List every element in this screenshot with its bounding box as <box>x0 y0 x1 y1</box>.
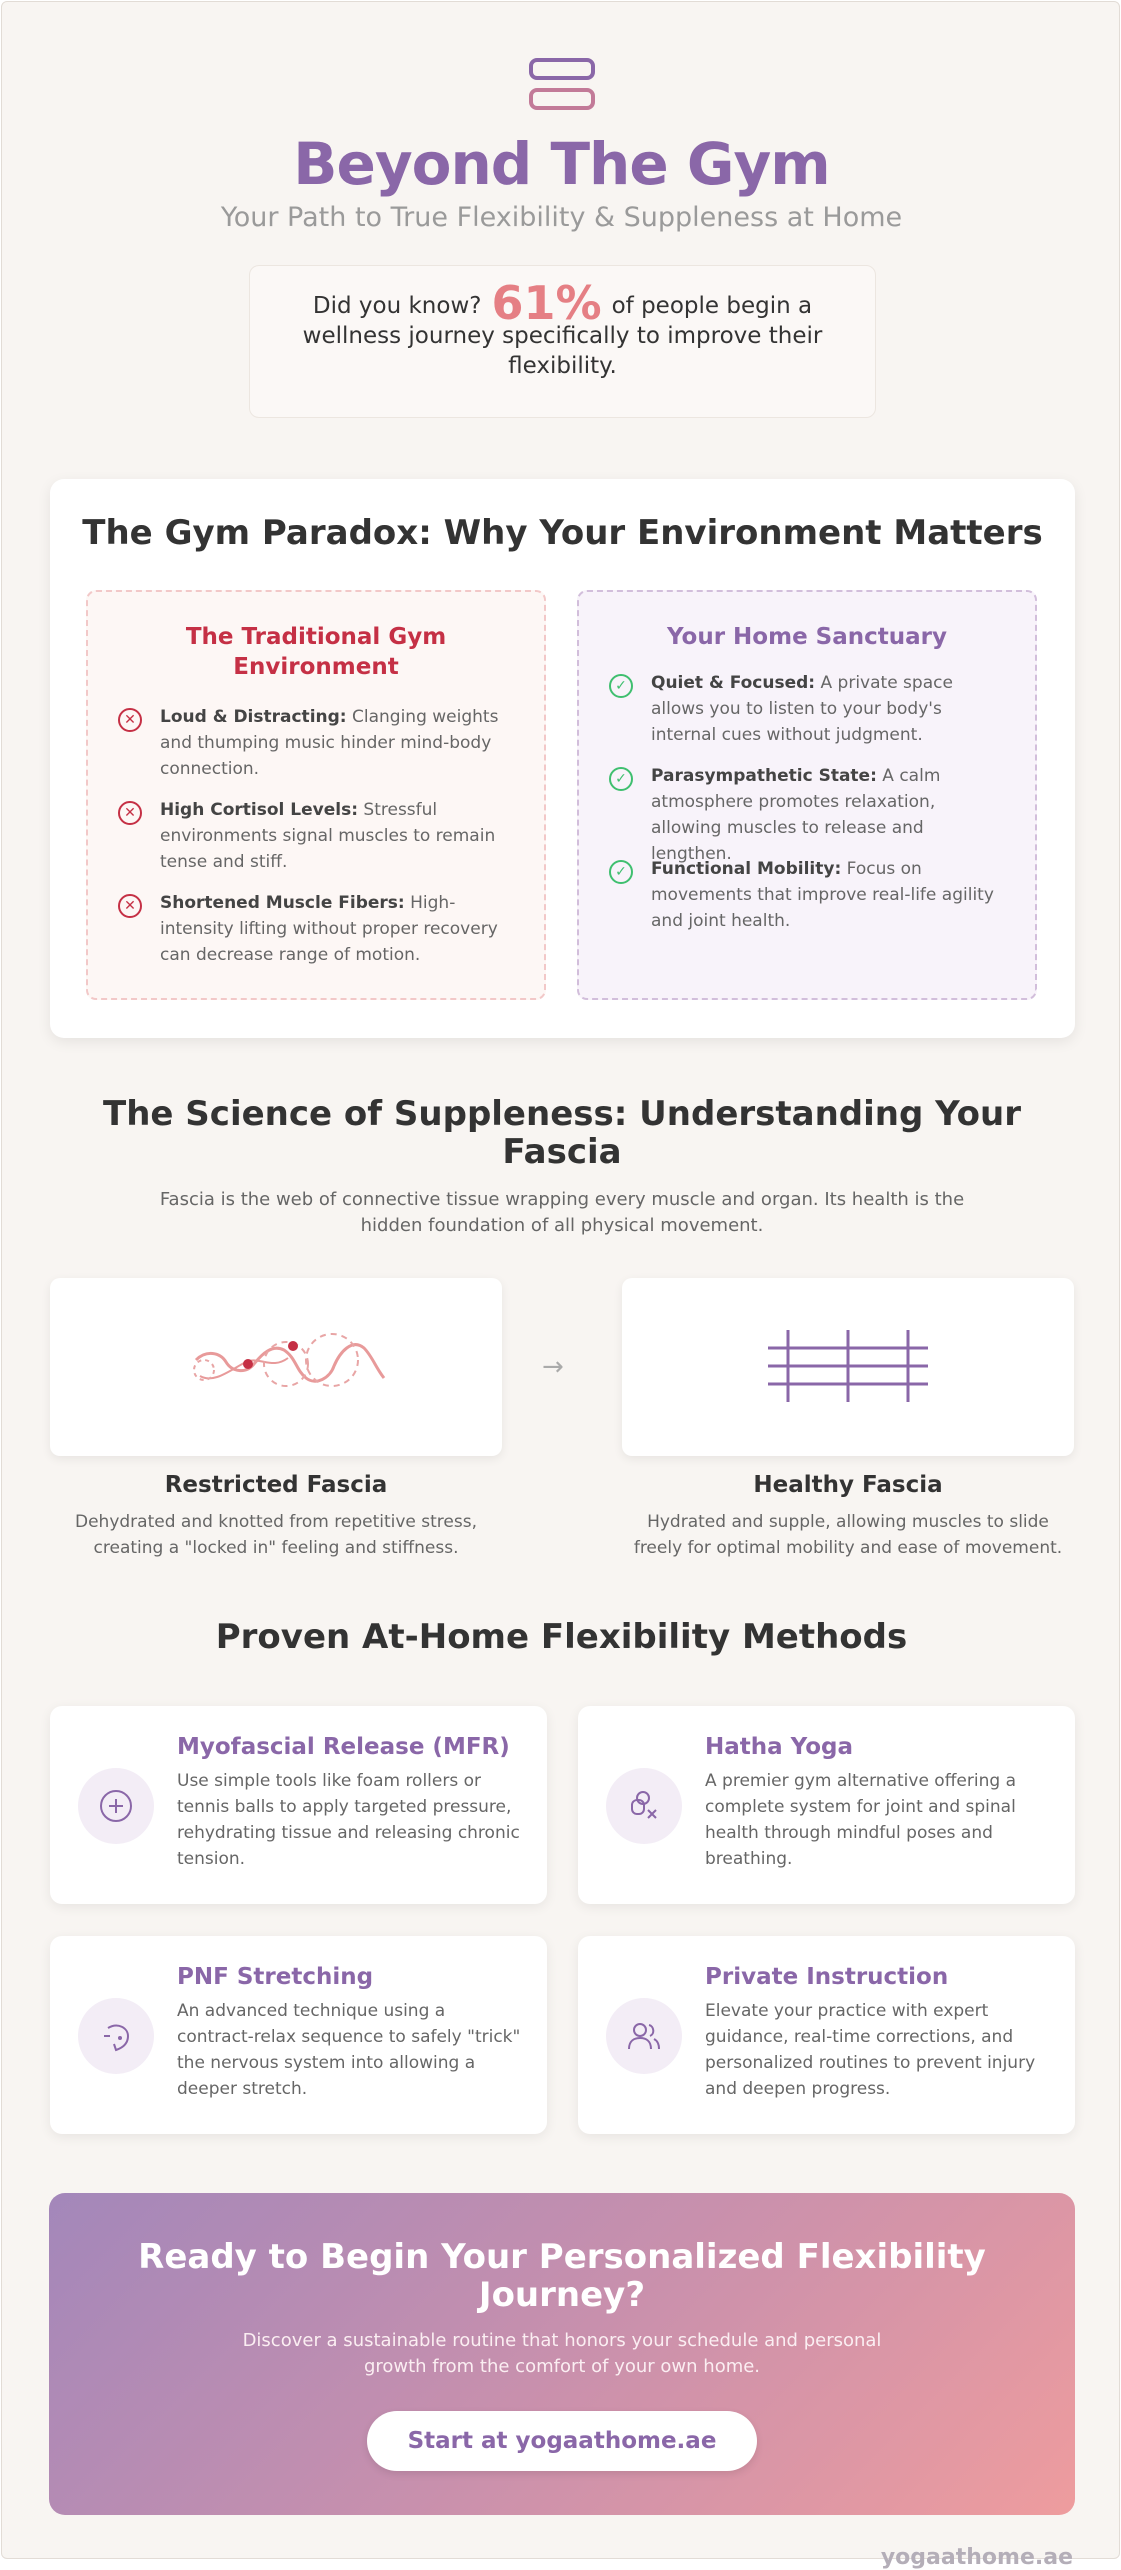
cta-heading: Ready to Begin Your Personalized Flexibility Journey? <box>138 2237 986 2315</box>
home-item-text: Focus on movements that improve real-life agility and joint health. <box>651 859 994 931</box>
stat-prefix: Did you know? <box>312 293 482 319</box>
restricted-fascia-desc: Dehydrated and knotted from repetitive stress, creating a "locked in" feeling and stiffness. <box>75 1512 477 1558</box>
check-circle-icon: ✓ <box>609 674 633 698</box>
healthy-fascia-title: Healthy Fascia <box>753 1472 943 1498</box>
page <box>1 1 1120 2570</box>
method-title: Private Instruction <box>705 1964 949 1990</box>
gym-item-bold: Loud & Distracting: <box>160 707 347 727</box>
home-sanctuary-card <box>577 590 1037 1000</box>
method-card-mfr <box>50 1706 547 1904</box>
healthy-fascia-desc: Hydrated and supple, allowing muscles to slide freely for optimal mobility and ease of movement. <box>633 1512 1063 1558</box>
users-icon <box>606 1998 682 2074</box>
gym-card-title: The Traditional Gym Environment <box>185 624 447 680</box>
home-item-bold: Quiet & Focused: <box>651 673 816 693</box>
method-desc: Use simple tools like foam rollers or tennis balls to apply targeted pressure, rehydrating tissue and releasing chronic tension. <box>177 1771 520 1869</box>
healthy-fascia-card <box>622 1278 1074 1456</box>
home-item <box>609 670 1009 748</box>
footer-brand: yogaathome.ae <box>880 2545 1073 2570</box>
science-intro: Fascia is the web of connective tissue wrapping every muscle and organ. Its health is the hidden foundation of all physical movement. <box>159 1189 965 1236</box>
gym-item-bold: Shortened Muscle Fibers: <box>160 893 405 913</box>
method-title: PNF Stretching <box>177 1964 374 1990</box>
x-circle-icon: ✕ <box>118 801 142 825</box>
method-card-pnf <box>50 1936 547 2134</box>
method-title: Hatha Yoga <box>705 1734 853 1760</box>
start-button[interactable]: Start at yogaathome.ae <box>367 2411 757 2471</box>
stat-value: 61% <box>491 276 602 330</box>
stretch-icon <box>78 1998 154 2074</box>
home-card-title: Your Home Sanctuary <box>666 624 947 650</box>
stat-callout <box>249 265 876 418</box>
gym-item-text: High-intensity lifting without proper recovery can decrease range of motion. <box>160 893 498 965</box>
home-item <box>609 856 1009 934</box>
check-circle-icon: ✓ <box>609 860 633 884</box>
method-title: Myofascial Release (MFR) <box>177 1734 510 1760</box>
gym-item <box>118 797 518 875</box>
method-card-private-instruction <box>578 1936 1075 2134</box>
method-desc: Elevate your practice with expert guidance, real-time corrections, and personalized routines to prevent injury and deepen progress. <box>705 2001 1036 2099</box>
restricted-fascia-title: Restricted Fascia <box>164 1472 388 1498</box>
cta-text: Discover a sustainable routine that honors your schedule and personal growth from the comfort of your own home. <box>242 2330 882 2377</box>
home-item-text: A private space allows you to listen to your body's internal cues without judgment. <box>651 673 953 745</box>
gym-item <box>118 890 518 968</box>
home-item-bold: Parasympathetic State: <box>651 766 877 786</box>
yoga-icon <box>606 1768 682 1844</box>
cta-banner <box>49 2193 1075 2515</box>
gym-item-text: Stressful environments signal muscles to remain tense and stiff. <box>160 800 496 872</box>
science-heading: The Science of Suppleness: Understanding Your Fascia <box>103 1094 1021 1172</box>
x-circle-icon: ✕ <box>118 708 142 732</box>
page-subtitle: Your Path to True Flexibility & Suppleness at Home <box>220 202 903 233</box>
gym-item-bold: High Cortisol Levels: <box>160 800 358 820</box>
restricted-fascia-illustration <box>50 1278 502 1456</box>
gym-item <box>118 704 518 782</box>
check-circle-icon: ✓ <box>609 767 633 791</box>
home-item <box>609 763 1009 867</box>
home-item-bold: Functional Mobility: <box>651 859 842 879</box>
home-item-text: A calm atmosphere promotes relaxation, allowing muscles to release and lengthen. <box>651 766 941 864</box>
paradox-heading: The Gym Paradox: Why Your Environment Matters <box>82 513 1043 553</box>
gym-environment-card <box>86 590 546 1000</box>
stat-line2: wellness journey specifically to improve their flexibility. <box>302 323 823 379</box>
stat-line1: of people begin a <box>611 293 813 319</box>
arrow-right-icon: → <box>542 1352 564 1382</box>
method-card-hatha-yoga <box>578 1706 1075 1904</box>
page-title: Beyond The Gym <box>293 130 830 198</box>
plus-circle-icon <box>78 1768 154 1844</box>
restricted-fascia-card <box>50 1278 502 1456</box>
gym-paradox-section <box>50 479 1075 1038</box>
x-circle-icon: ✕ <box>118 894 142 918</box>
methods-heading: Proven At-Home Flexibility Methods <box>215 1617 908 1657</box>
gym-item-text: Clanging weights and thumping music hinder mind-body connection. <box>160 707 499 779</box>
logo-icon <box>529 58 595 114</box>
method-desc: A premier gym alternative offering a complete system for joint and spinal health through mindful poses and breathing. <box>705 1771 1016 1869</box>
method-desc: An advanced technique using a contract-relax sequence to safely "trick" the nervous system into allowing a deeper stretch. <box>177 2001 521 2099</box>
healthy-fascia-illustration <box>622 1278 1074 1456</box>
